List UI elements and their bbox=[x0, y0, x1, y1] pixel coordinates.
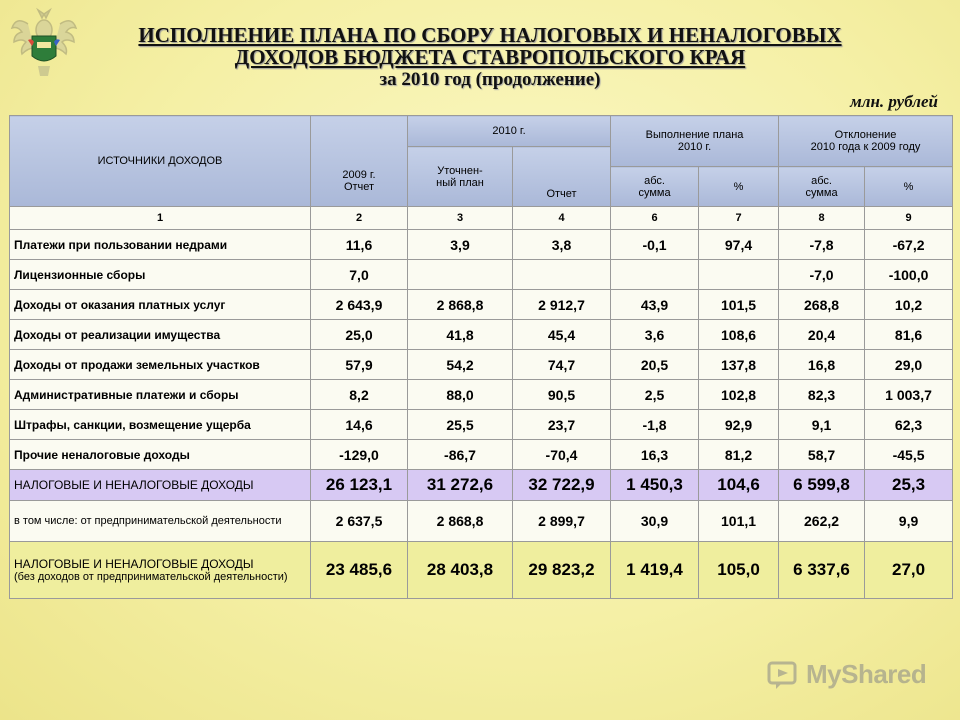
row-value-cell: 102,8 bbox=[699, 380, 779, 410]
myshared-watermark bbox=[766, 657, 926, 693]
header-2010-label: 2010 г. bbox=[492, 125, 526, 137]
col-num: 6 bbox=[611, 207, 699, 230]
row-value-cell: 9,1 bbox=[779, 410, 865, 440]
header-2010 bbox=[408, 116, 611, 147]
row-value-cell: 137,8 bbox=[699, 350, 779, 380]
header-sources bbox=[10, 116, 311, 207]
header-report bbox=[513, 147, 611, 207]
row-value-cell: 25,5 bbox=[408, 410, 513, 440]
row-value-cell: 3,9 bbox=[408, 230, 513, 260]
row-value-cell bbox=[408, 260, 513, 290]
header-dev-abs-line1: абс. bbox=[811, 174, 832, 187]
header-exec-abs-line1: абс. bbox=[644, 174, 665, 187]
col-num: 7 bbox=[699, 207, 779, 230]
table-row bbox=[10, 260, 953, 290]
final-cell: 28 403,8 bbox=[408, 542, 513, 599]
row-value-cell: 2 912,7 bbox=[513, 290, 611, 320]
row-value-cell: 2 643,9 bbox=[311, 290, 408, 320]
row-value-cell: 57,9 bbox=[311, 350, 408, 380]
header-exec-abs bbox=[611, 167, 699, 207]
row-value-cell: -100,0 bbox=[865, 260, 953, 290]
row-value-cell: -7,0 bbox=[779, 260, 865, 290]
header-plan bbox=[408, 147, 513, 207]
watermark-text: MyShared bbox=[806, 659, 927, 689]
table-row bbox=[10, 410, 953, 440]
row-value-cell: -7,8 bbox=[779, 230, 865, 260]
including-cell: 262,2 bbox=[779, 501, 865, 542]
row-value-cell: 20,5 bbox=[611, 350, 699, 380]
row-value-cell: 3,8 bbox=[513, 230, 611, 260]
table-row bbox=[10, 230, 953, 260]
header-dev-abs-line2: сумма bbox=[805, 186, 838, 199]
total-row bbox=[10, 470, 953, 501]
total-cell: 32 722,9 bbox=[513, 470, 611, 501]
row-value-cell: 58,7 bbox=[779, 440, 865, 470]
final-row bbox=[10, 542, 953, 599]
row-value-cell: -67,2 bbox=[865, 230, 953, 260]
row-value-cell: 268,8 bbox=[779, 290, 865, 320]
header-exec-pct-label: % bbox=[733, 180, 744, 193]
final-cell: 105,0 bbox=[699, 542, 779, 599]
row-value-cell: 108,6 bbox=[699, 320, 779, 350]
row-value-cell: 14,6 bbox=[311, 410, 408, 440]
row-value-cell: 8,2 bbox=[311, 380, 408, 410]
row-value-cell: 41,8 bbox=[408, 320, 513, 350]
including-cell: 9,9 bbox=[865, 501, 953, 542]
table-row bbox=[10, 350, 953, 380]
total-cell: 1 450,3 bbox=[611, 470, 699, 501]
row-value-cell: 43,9 bbox=[611, 290, 699, 320]
table-row bbox=[10, 380, 953, 410]
total-row-name: НАЛОГОВЫЕ И НЕНАЛОГОВЫЕ ДОХОДЫ bbox=[10, 470, 311, 501]
title-block bbox=[70, 24, 910, 92]
row-value-cell: 11,6 bbox=[311, 230, 408, 260]
row-value-cell: 29,0 bbox=[865, 350, 953, 380]
header-execution-line2: 2010 г. bbox=[677, 141, 712, 153]
header-deviation-line1: Отклонение bbox=[834, 129, 897, 141]
row-value-cell: 23,7 bbox=[513, 410, 611, 440]
final-cell: 27,0 bbox=[865, 542, 953, 599]
row-name: Доходы от реализации имущества bbox=[10, 320, 311, 350]
final-cell: 23 485,6 bbox=[311, 542, 408, 599]
including-row bbox=[10, 501, 953, 542]
table-row bbox=[10, 290, 953, 320]
including-row-name: в том числе: от предпринимательской деятельности bbox=[10, 501, 311, 542]
col-num: 9 bbox=[865, 207, 953, 230]
including-cell: 101,1 bbox=[699, 501, 779, 542]
total-cell: 104,6 bbox=[699, 470, 779, 501]
row-name: Доходы от продажи земельных участков bbox=[10, 350, 311, 380]
title-subtitle: за 2010 год (продолжение) bbox=[379, 69, 601, 90]
header-plan-line2: ный план bbox=[436, 176, 484, 189]
total-cell: 26 123,1 bbox=[311, 470, 408, 501]
header-2009 bbox=[311, 116, 408, 207]
row-name: Лицензионные сборы bbox=[10, 260, 311, 290]
col-num: 2 bbox=[311, 207, 408, 230]
total-cell: 6 599,8 bbox=[779, 470, 865, 501]
row-value-cell bbox=[513, 260, 611, 290]
units-label: млн. рублей bbox=[850, 92, 938, 111]
row-name: Доходы от оказания платных услуг bbox=[10, 290, 311, 320]
total-cell: 25,3 bbox=[865, 470, 953, 501]
col-num: 8 bbox=[779, 207, 865, 230]
row-value-cell: -1,8 bbox=[611, 410, 699, 440]
total-cell: 31 272,6 bbox=[408, 470, 513, 501]
header-dev-abs bbox=[779, 167, 865, 207]
including-cell: 30,9 bbox=[611, 501, 699, 542]
header-sources-label: ИСТОЧНИКИ ДОХОДОВ bbox=[97, 155, 223, 167]
col-num: 4 bbox=[513, 207, 611, 230]
header-deviation bbox=[779, 116, 953, 167]
row-value-cell: 1 003,7 bbox=[865, 380, 953, 410]
row-value-cell: 92,9 bbox=[699, 410, 779, 440]
final-row-label bbox=[10, 542, 311, 599]
title-line-1: ИСПОЛНЕНИЕ ПЛАНА ПО СБОРУ НАЛОГОВЫХ И НЕНАЛОГОВЫХ bbox=[138, 23, 842, 47]
row-name: Платежи при пользовании недрами bbox=[10, 230, 311, 260]
final-cell: 1 419,4 bbox=[611, 542, 699, 599]
column-number-row bbox=[10, 207, 953, 230]
row-value-cell: 3,6 bbox=[611, 320, 699, 350]
row-value-cell bbox=[611, 260, 699, 290]
including-cell: 2 899,7 bbox=[513, 501, 611, 542]
row-name: Прочие неналоговые доходы bbox=[10, 440, 311, 470]
header-execution bbox=[611, 116, 779, 167]
header-report-label: Отчет bbox=[546, 188, 577, 200]
row-value-cell: 101,5 bbox=[699, 290, 779, 320]
row-value-cell: -0,1 bbox=[611, 230, 699, 260]
row-value-cell: 16,3 bbox=[611, 440, 699, 470]
col-num: 1 bbox=[10, 207, 311, 230]
row-value-cell: 97,4 bbox=[699, 230, 779, 260]
row-value-cell bbox=[699, 260, 779, 290]
row-value-cell: 7,0 bbox=[311, 260, 408, 290]
including-cell: 2 637,5 bbox=[311, 501, 408, 542]
row-value-cell: 88,0 bbox=[408, 380, 513, 410]
watermark-logo-icon bbox=[766, 657, 800, 691]
row-value-cell: 10,2 bbox=[865, 290, 953, 320]
header-exec-pct bbox=[699, 167, 779, 207]
final-row-note: (без доходов от предпринимательской деятельности) bbox=[14, 571, 288, 583]
row-value-cell: -70,4 bbox=[513, 440, 611, 470]
final-cell: 29 823,2 bbox=[513, 542, 611, 599]
row-value-cell: 20,4 bbox=[779, 320, 865, 350]
header-deviation-line2: 2010 года к 2009 году bbox=[810, 141, 921, 153]
row-name: Штрафы, санкции, возмещение ущерба bbox=[10, 410, 311, 440]
row-value-cell: 45,4 bbox=[513, 320, 611, 350]
row-value-cell: 90,5 bbox=[513, 380, 611, 410]
row-value-cell: 54,2 bbox=[408, 350, 513, 380]
header-execution-line1: Выполнение плана bbox=[645, 129, 744, 141]
row-value-cell: 16,8 bbox=[779, 350, 865, 380]
row-value-cell: 2 868,8 bbox=[408, 290, 513, 320]
row-value-cell: 81,6 bbox=[865, 320, 953, 350]
header-exec-abs-line2: сумма bbox=[638, 186, 671, 199]
row-value-cell: 62,3 bbox=[865, 410, 953, 440]
row-value-cell: -45,5 bbox=[865, 440, 953, 470]
header-plan-line1: Уточнен- bbox=[437, 164, 483, 177]
table-row bbox=[10, 320, 953, 350]
revenue-table bbox=[9, 115, 953, 599]
header-dev-pct bbox=[865, 167, 953, 207]
table-row bbox=[10, 440, 953, 470]
row-value-cell: 25,0 bbox=[311, 320, 408, 350]
final-cell: 6 337,6 bbox=[779, 542, 865, 599]
final-row-name: НАЛОГОВЫЕ И НЕНАЛОГОВЫЕ ДОХОДЫ bbox=[14, 557, 254, 571]
row-value-cell: -129,0 bbox=[311, 440, 408, 470]
header-2009-year: 2009 г. bbox=[342, 169, 376, 181]
row-name: Административные платежи и сборы bbox=[10, 380, 311, 410]
row-value-cell: 2,5 bbox=[611, 380, 699, 410]
header-dev-pct-label: % bbox=[903, 180, 914, 193]
row-value-cell: 82,3 bbox=[779, 380, 865, 410]
including-cell: 2 868,8 bbox=[408, 501, 513, 542]
row-value-cell: -86,7 bbox=[408, 440, 513, 470]
title-line-2: ДОХОДОВ БЮДЖЕТА СТАВРОПОЛЬСКОГО КРАЯ bbox=[234, 45, 746, 69]
col-num: 3 bbox=[408, 207, 513, 230]
row-value-cell: 81,2 bbox=[699, 440, 779, 470]
header-2009-report: Отчет bbox=[343, 181, 375, 193]
row-value-cell: 74,7 bbox=[513, 350, 611, 380]
table-body bbox=[10, 230, 953, 470]
